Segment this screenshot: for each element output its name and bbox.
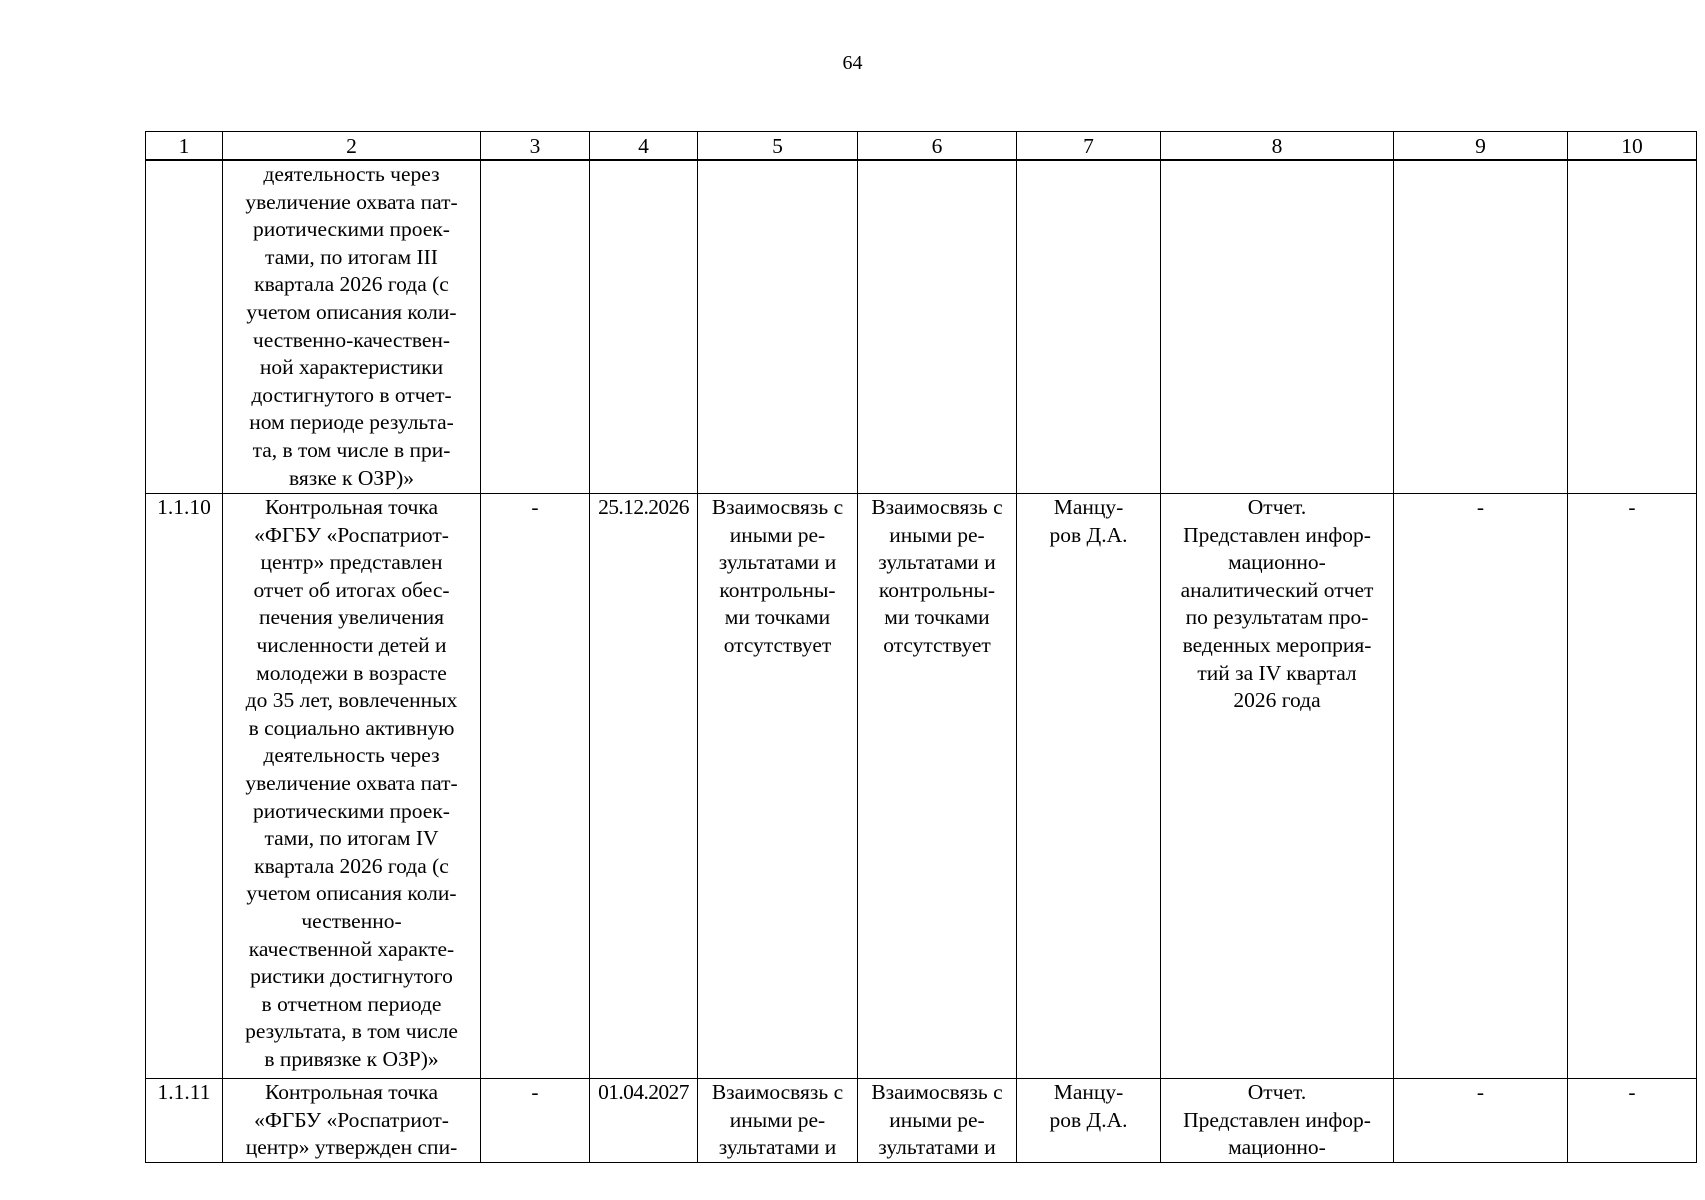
text-line: контрольны- [719,577,836,602]
col3-cell: - [481,1079,590,1163]
text-line: риотическими проек- [253,798,450,823]
table-row [146,494,1697,1079]
column-header: 7 [1017,132,1161,161]
text-line: деятельность через [263,743,440,768]
relation-cell [698,494,858,1079]
relation-cell [698,160,858,494]
text-line: до 35 лет, вовлеченных [245,688,458,713]
text-line: центр» утвержден спи- [245,1135,458,1160]
row-number-cell [146,160,223,494]
text-line: мационно- [1228,1135,1326,1160]
text-line: вязке к ОЗР)» [288,465,415,490]
text-line: Манцу- [1053,1080,1124,1104]
text-line: аналитический отчет [1180,577,1374,602]
table-row [146,1079,1697,1163]
page-number: 64 [842,52,863,74]
column-header: 9 [1394,132,1568,161]
text-line: печения увеличения [259,605,444,630]
text-line: «ФГБУ «Роспатриот- [254,522,449,547]
text-line: Представлен инфор- [1183,522,1371,547]
relation-cell [858,1079,1017,1163]
report-cell [1161,1079,1394,1163]
text-line: увеличение охвата пат- [245,770,458,795]
text-line: по результатам про- [1185,605,1369,630]
description-cell [223,160,481,494]
col9-cell: - [1394,494,1568,1079]
text-line: ми точками [724,605,831,630]
relation-cell [858,494,1017,1079]
col9-cell: - [1394,1079,1568,1163]
text-line: веденных мероприя- [1182,632,1372,657]
column-header: 3 [481,132,590,161]
date-cell [590,160,698,494]
text-line: мационно- [1228,550,1326,575]
text-line: чественно-качествен- [252,327,451,352]
col10-cell: - [1568,1079,1697,1163]
column-number-header-row [146,132,1697,161]
text-line: ной характеристики [259,355,444,380]
text-line: ристики достигнутого [250,964,453,989]
text-line: ном периоде результа- [249,410,454,435]
column-header: 5 [698,132,858,161]
text-line: 2026 года [1233,688,1321,713]
text-line: зультатами и [718,1135,837,1160]
text-line: результата, в том числе [245,1019,458,1044]
text-line: Отчет. [1247,495,1307,519]
date-cell: 25.12.2026 [590,494,698,1079]
column-header: 4 [590,132,698,161]
text-line: Взаимосвязь с [711,495,844,519]
responsible-cell [1017,1079,1161,1163]
text-line: достигнутого в отчет- [251,382,452,407]
responsible-cell [1017,160,1161,494]
text-line: квартала 2026 года (с [254,272,449,297]
col10-cell [1568,160,1697,494]
text-line: качественной характе- [248,936,455,961]
column-header: 10 [1568,132,1697,161]
text-line: Манцу- [1053,495,1124,519]
text-line: Взаимосвязь с [871,1080,1003,1104]
text-line: ми точками [884,605,990,630]
text-line: деятельность через [263,162,440,186]
text-line: тами, по итогам III [265,244,438,269]
text-line: отсутствует [723,632,832,657]
text-line: иными ре- [889,1107,985,1132]
text-line: тий за IV квартал [1197,660,1357,685]
report-cell [1161,160,1394,494]
text-line: в социально активную [248,715,455,740]
column-header: 8 [1161,132,1394,161]
text-line: риотическими проек- [253,217,450,242]
date-cell: 01.04.2027 [590,1079,698,1163]
text-line: ров Д.А. [1049,1107,1128,1132]
plan-table [145,131,1697,1163]
responsible-cell [1017,494,1161,1079]
text-line: молодежи в возрасте [256,660,447,685]
text-line: иными ре- [889,522,985,547]
text-line: Взаимосвязь с [711,1080,844,1104]
text-line: Контрольная точка [264,1080,439,1104]
text-line: учетом описания коли- [246,881,457,906]
text-line: в отчетном периоде [261,991,442,1016]
text-line: иными ре- [729,1107,826,1132]
text-line: контрольны- [878,577,996,602]
text-line: увеличение охвата пат- [245,189,458,214]
text-line: чественно- [301,908,402,933]
text-line: отчет об итогах обес- [253,577,450,602]
table-row [146,160,1697,494]
text-line: в привязке к ОЗР)» [264,1046,439,1071]
text-line: численности детей и [256,632,447,657]
col10-cell: - [1568,494,1697,1079]
text-line: зультатами и [718,550,837,575]
report-cell [1161,494,1394,1079]
description-cell [223,1079,481,1163]
text-line: та, в том числе в при- [252,437,451,462]
column-header: 2 [223,132,481,161]
text-line: Контрольная точка [264,495,439,519]
text-line: зультатами и [878,1135,996,1160]
text-line: отсутствует [883,632,991,657]
text-line: зультатами и [878,550,996,575]
column-header: 6 [858,132,1017,161]
text-line: Представлен инфор- [1183,1107,1371,1132]
row-number-cell: 1.1.10 [146,494,223,1079]
relation-cell [858,160,1017,494]
text-line: Взаимосвязь с [871,495,1003,519]
column-header: 1 [146,132,223,161]
col3-cell: - [481,494,590,1079]
col9-cell [1394,160,1568,494]
text-line: тами, по итогам IV [264,826,439,851]
col3-cell [481,160,590,494]
text-line: Отчет. [1247,1080,1307,1104]
row-number-cell: 1.1.11 [146,1079,223,1163]
text-line: учетом описания коли- [246,299,457,324]
text-line: ров Д.А. [1049,522,1128,547]
description-cell [223,494,481,1079]
text-line: квартала 2026 года (с [254,853,449,878]
relation-cell [698,1079,858,1163]
text-line: «ФГБУ «Роспатриот- [254,1107,449,1132]
text-line: центр» представлен [260,550,443,575]
text-line: иными ре- [729,522,826,547]
